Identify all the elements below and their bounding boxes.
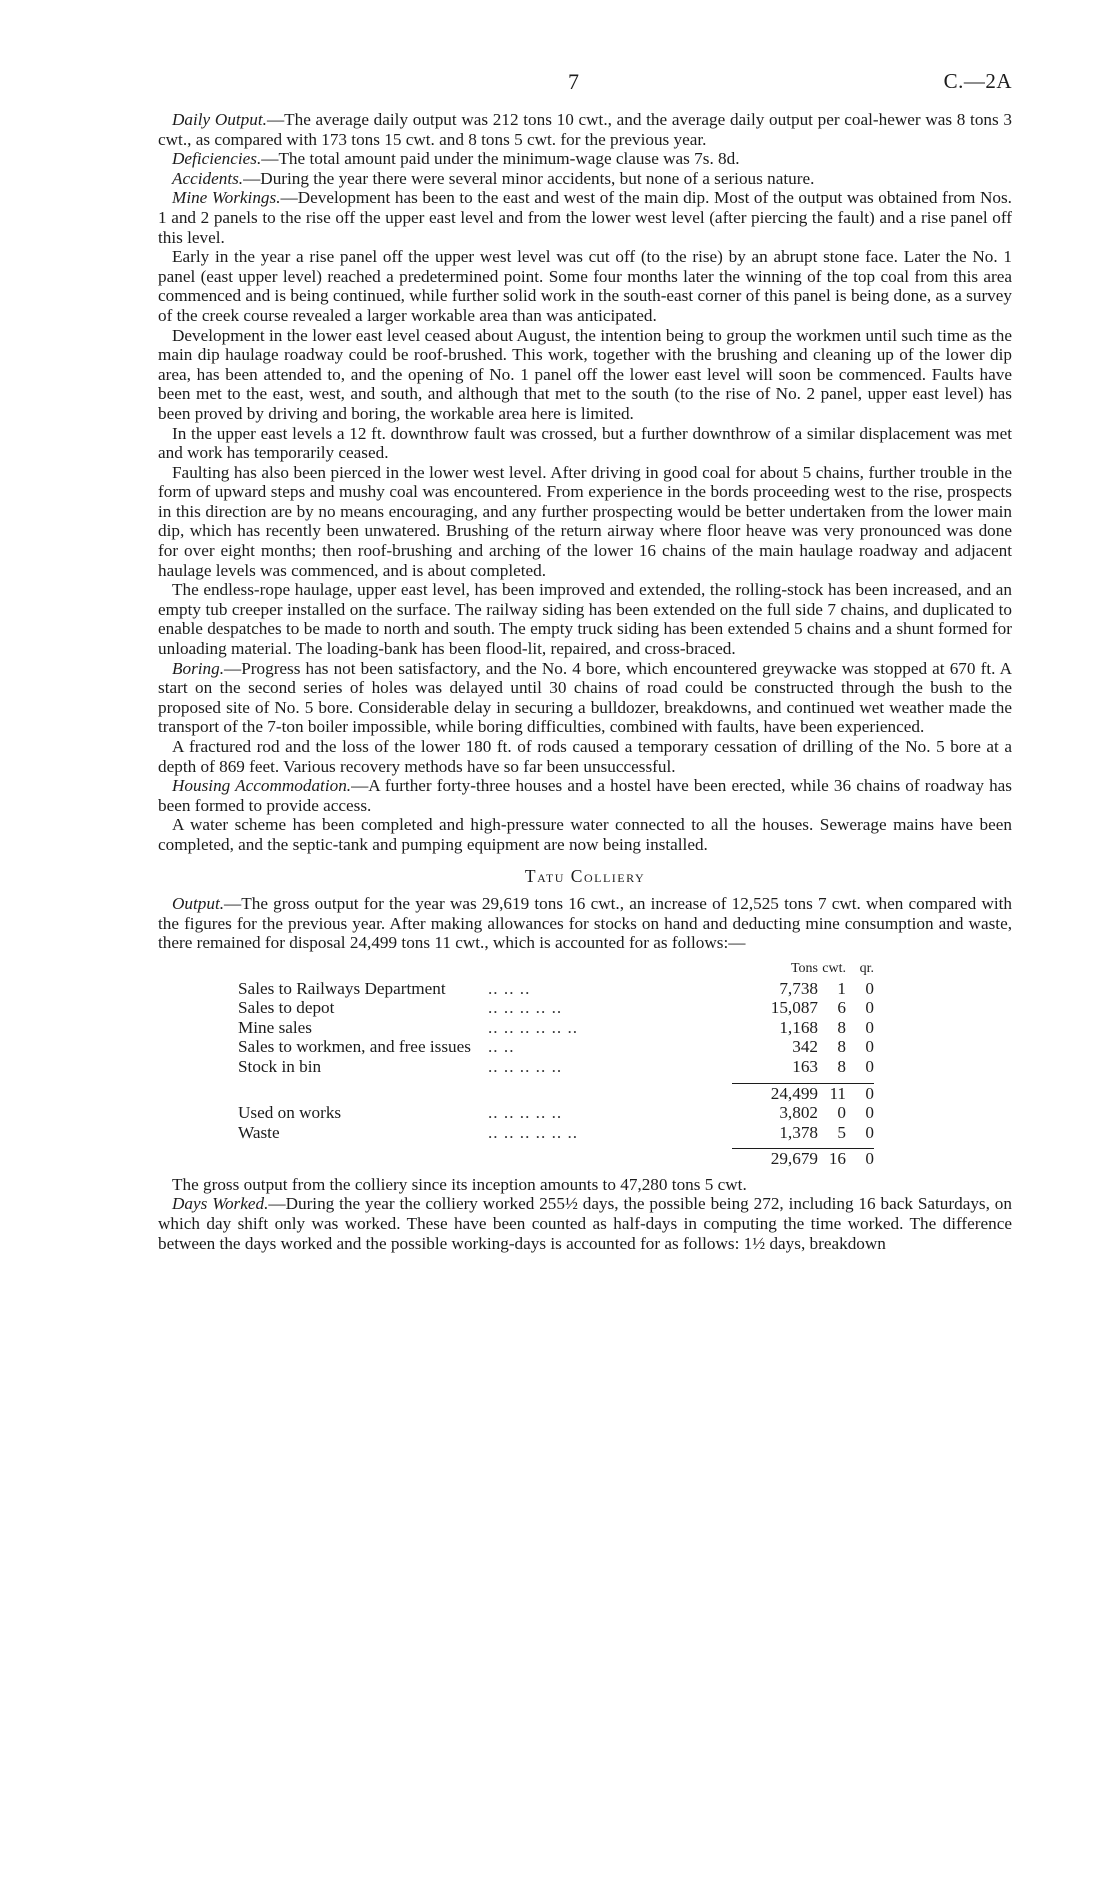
heading-deficiencies: Deficiencies. <box>172 149 262 169</box>
row-dots: .. .. .. .. .. <box>488 1103 563 1123</box>
total-cwt: 16 <box>818 1149 846 1169</box>
row-label: Waste <box>238 1122 280 1142</box>
row-cwt: 8 <box>837 1056 846 1076</box>
paragraph-fractured-rod: A fractured rod and the loss of the lower 180 ft. of rods caused a temporary cessation of drilling of the No. 5 bore at a depth of 869 feet. Various recovery methods have so far been unsuccessful. <box>158 737 1012 776</box>
total-tons: 29,679 <box>732 1149 818 1169</box>
row-label: Sales to workmen, and free issues <box>238 1037 471 1057</box>
paragraph-early-year: Early in the year a rise panel off the upper west level was cut off (to the rise) by an abrupt stone face. Later the No. 1 panel (east upper level) reached a predetermined point. Some four months later the winning of the top coal from this area commenced and is being continued, while further solid work in the south-east corner of this panel is being done, as a survey of the creek course revealed a larger workable area than was anticipated. <box>158 247 1012 325</box>
row-tons: 1,168 <box>779 1017 818 1037</box>
page-reference: C.—2A <box>943 69 1012 93</box>
row-label: Used on works <box>238 1103 342 1123</box>
row-dots: .. .. .. .. .. .. <box>488 1017 579 1037</box>
paragraph-water-scheme: A water scheme has been completed and high-pressure water connected to all the houses. Sewerage mains have been completed, and the septic-tank and pumping equipment are now being installed. <box>158 815 1012 854</box>
paragraph-endless-rope: The endless-rope haulage, upper east level, has been improved and extended, the rolling-stock has been increased, and an empty tub creeper installed on the surface. The railway siding has been extended on the full side 7 chains, and duplicated to enable despatches to be made to north and south. The empty truck siding has been extended 5 chains and a shunt formed for unloading material. The loading-bank has been flood-lit, repaired, and cross-braced. <box>158 580 1012 659</box>
row-label: Sales to depot <box>238 998 335 1018</box>
subtotal-row <box>238 1083 874 1103</box>
row-qr: 0 <box>865 978 874 998</box>
column-header-tons: Tons <box>790 960 818 976</box>
row-dots: .. .. .. .. .. <box>488 998 563 1018</box>
paragraph-development: Development in the lower east level ceased about August, the intention being to group the workmen until such time as the main dip haulage roadway could be roof-brushed. This work, together with the brushing and cleaning up of the lower dip area, has been attended to, and the opening of No. 1 panel off the lower east level will soon be commenced. Faults have been met to the east, west, and south, and although that met to the south (to the rise of No. 2 panel, upper east level) has been proved by driving and boring, the workable area here is limited. <box>158 325 1012 423</box>
text-mine-workings: —Development has been to the east and west of the main dip. Most of the output was obtained from Nos. 1 and 2 panels to the rise off the upper east level and from the lower west level (after piercing the fault) and a rise panel off this level. <box>158 188 1012 247</box>
row-label: Mine sales <box>238 1017 312 1037</box>
column-header-qr: qr. <box>859 960 874 976</box>
table-row <box>238 1037 874 1057</box>
row-tons: 15,087 <box>770 998 818 1018</box>
row-tons: 1,378 <box>779 1122 818 1142</box>
heading-output: Output. <box>172 894 225 914</box>
row-cwt: 6 <box>837 998 846 1018</box>
table-row <box>238 1018 874 1038</box>
row-tons: 342 <box>792 1037 818 1057</box>
row-cwt: 5 <box>837 1122 846 1142</box>
table-row <box>238 979 874 999</box>
text-housing: —A further forty-three houses and a hostel have been erected, while 36 chains of roadway has been formed to provide access. <box>158 776 1012 815</box>
subtotal-cwt: 11 <box>818 1083 846 1103</box>
row-cwt: 1 <box>837 978 846 998</box>
column-header-cwt: cwt. <box>822 960 846 976</box>
table-row <box>238 998 874 1018</box>
paragraph-days-worked <box>158 1194 1012 1253</box>
total-row <box>238 1149 874 1169</box>
table-header-row <box>238 959 874 979</box>
paragraph-housing <box>158 776 1012 815</box>
row-tons: 163 <box>792 1056 818 1076</box>
row-dots: .. .. .. <box>488 978 531 998</box>
heading-housing: Housing Accommodation. <box>172 776 352 796</box>
paragraph-boring <box>158 659 1012 737</box>
heading-boring: Boring. <box>172 658 225 678</box>
heading-accidents: Accidents. <box>172 168 244 188</box>
text-accidents: —During the year there were several minor accidents, but none of a serious nature. <box>243 168 815 188</box>
paragraph-gross-output: The gross output from the colliery since its inception amounts to 47,280 tons 5 cwt. <box>172 1174 747 1194</box>
table-row <box>238 1103 874 1123</box>
total-qr: 0 <box>846 1149 874 1169</box>
row-tons: 3,802 <box>779 1103 818 1123</box>
heading-days-worked: Days Worked. <box>172 1194 269 1214</box>
document-page <box>158 68 1012 1253</box>
row-dots: .. .. .. .. .. <box>488 1056 563 1076</box>
row-cwt: 8 <box>837 1017 846 1037</box>
row-label: Stock in bin <box>238 1056 322 1076</box>
row-qr: 0 <box>865 998 874 1018</box>
paragraph-deficiencies <box>158 149 1012 169</box>
row-dots: .. .. .. .. .. .. <box>488 1122 579 1142</box>
row-qr: 0 <box>865 1103 874 1123</box>
paragraph-daily-output <box>158 110 1012 149</box>
row-tons: 7,738 <box>779 978 818 998</box>
text-daily-output: —The average daily output was 212 tons 10 cwt., and the average daily output per coal-hewer was 8 tons 3 cwt., as compared with 173 tons 15 cwt. and 8 tons 5 cwt. for the previous year. <box>158 110 1012 149</box>
table-row <box>238 1057 874 1077</box>
row-dots: .. .. <box>488 1037 515 1057</box>
row-label: Sales to Railways Department <box>238 978 446 998</box>
text-boring: —Progress has not been satisfactory, and the No. 4 bore, which encountered greywacke was stopped at 670 ft. A start on the second series of holes was delayed until 30 chains of road could be constructed through the bush to the proposed site of No. 5 bore. Considerable delay in securing a bulldozer, breakdowns, and continued wet weather made the transport of the 7-ton boiler impossible, while boring difficulties, combined with faults, have been experienced. <box>158 658 1012 737</box>
paragraph-upper-east: In the upper east levels a 12 ft. downthrow fault was crossed, but a further downthrow of a similar displacement was met and work has temporarily ceased. <box>158 423 1012 463</box>
row-qr: 0 <box>865 1056 874 1076</box>
heading-daily-output: Daily Output. <box>172 110 267 129</box>
row-cwt: 0 <box>837 1103 846 1123</box>
subtotal-tons: 24,499 <box>732 1083 818 1103</box>
subtotal-qr: 0 <box>846 1083 874 1103</box>
text-days-worked: —During the year the colliery worked 255½ days, the possible being 272, including 16 back Saturdays, on which day shift only was worked. These have been counted as half-days in computing the time worked. The difference between the days worked and the possible working-days is accounted for as follows: 1½ days, breakdown <box>158 1194 1012 1253</box>
table-row <box>238 1123 874 1143</box>
paragraph-mine-workings <box>158 188 1012 247</box>
section-title-tatu-colliery: Tatu Colliery <box>524 865 646 886</box>
paragraph-faulting: Faulting has also been pierced in the lower west level. After driving in good coal for about 5 chains, further trouble in the form of upward steps and mushy coal was encountered. From experience in the bords proceeding west to the rise, prospects in this direction are by no means encouraging, and any further prospecting would be better undertaken from the lower main dip, which has recently been unwatered. Brushing of the return airway where floor heave was very pronounced was done for over eight months; then roof-brushing and arching of the lower 16 chains of the main haulage roadway and adjacent haulage levels was commenced, and is about completed. <box>158 462 1012 580</box>
row-qr: 0 <box>865 1122 874 1142</box>
page-number: 7 <box>568 69 579 94</box>
text-output: —The gross output for the year was 29,619 tons 16 cwt., an increase of 12,525 tons 7 cwt. when compared with the figures for the previous year. After making allowances for stocks on hand and deducting mine consumption and waste, there remained for disposal 24,499 tons 11 cwt., which is accounted for as follows:— <box>158 894 1012 953</box>
row-qr: 0 <box>865 1037 874 1057</box>
paragraph-accidents <box>158 169 1012 189</box>
row-cwt: 8 <box>837 1037 846 1057</box>
heading-mine-workings: Mine Workings. <box>172 188 281 208</box>
row-qr: 0 <box>865 1017 874 1037</box>
text-deficiencies: —The total amount paid under the minimum-wage clause was 7s. 8d. <box>261 149 740 169</box>
page-header <box>158 68 1012 110</box>
paragraph-output <box>158 894 1012 953</box>
disposal-table <box>238 959 874 1169</box>
